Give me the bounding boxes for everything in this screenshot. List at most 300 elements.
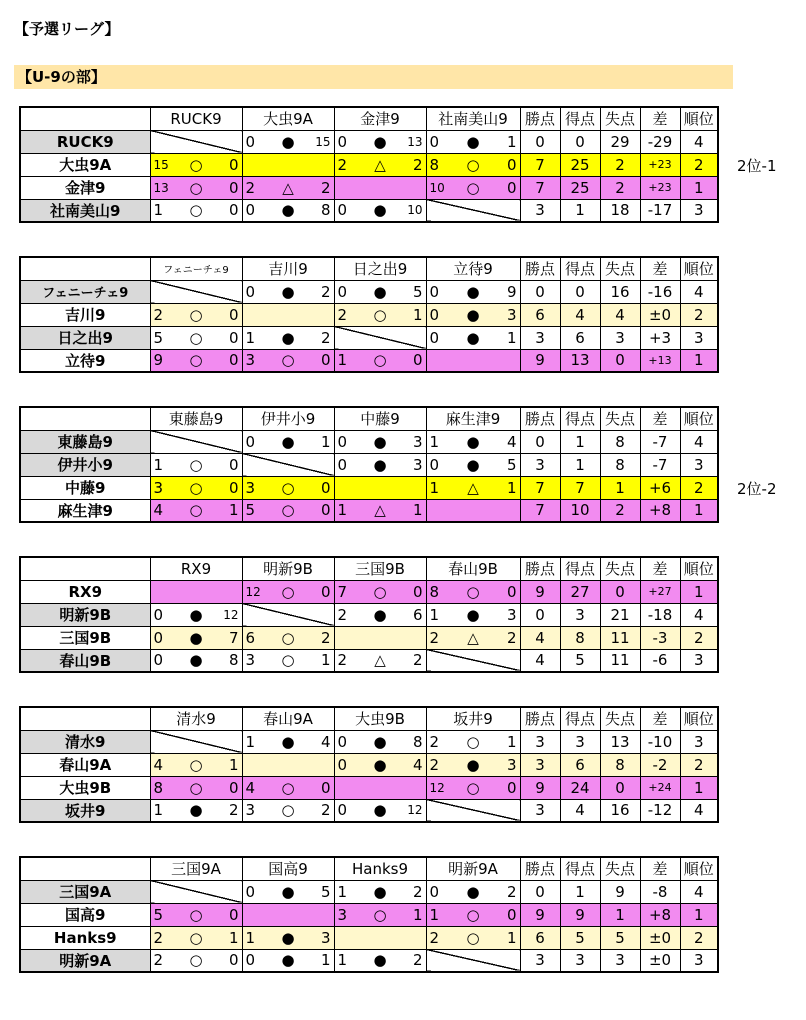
goals-for: 5 (245, 501, 256, 520)
goals-against: 2 (506, 628, 517, 647)
result-mark: ○ (189, 201, 203, 220)
header-rank: 順位 (680, 857, 718, 880)
self-match-cell (426, 949, 520, 972)
goals-for: 0 (429, 132, 440, 151)
column-team: 大虫9B (334, 707, 426, 730)
header-wins: 勝点 (520, 707, 560, 730)
result-mark: ● (466, 432, 480, 451)
rank: 4 (680, 430, 718, 453)
goals-for: 3 (245, 478, 256, 497)
group-b-table (19, 256, 719, 373)
column-team: フェニーチェ9 (150, 257, 242, 280)
group-name: A (20, 107, 150, 130)
table-row (20, 303, 718, 326)
table-row (20, 649, 718, 672)
team-name: フェニーチェ9 (20, 280, 150, 303)
column-team: 金津9 (334, 107, 426, 130)
self-match-cell (426, 349, 520, 372)
goals-against: 0 (228, 778, 239, 797)
goal-difference: -7 (640, 453, 680, 476)
goals-against: 5 (320, 882, 331, 901)
goals-against: 0 (506, 905, 517, 924)
match-result (150, 799, 242, 822)
goals-against: 1 (506, 732, 517, 751)
self-match-cell (334, 176, 426, 199)
column-team: 三国9A (150, 857, 242, 880)
team-name: 大虫9B (20, 776, 150, 799)
goals-against: 1 (412, 905, 423, 924)
match-result (334, 303, 426, 326)
rank: 2 (680, 753, 718, 776)
points: 0 (520, 603, 560, 626)
goals-against: 4 (320, 732, 331, 751)
match-result (334, 753, 426, 776)
header-wins: 勝点 (520, 407, 560, 430)
table-row (20, 430, 718, 453)
goal-difference: -17 (640, 199, 680, 222)
goals-against: 0 (320, 351, 331, 370)
match-result (242, 476, 334, 499)
points: 9 (520, 349, 560, 372)
result-mark: ● (281, 201, 295, 220)
goals-for: 8 (429, 155, 440, 174)
result-mark: ○ (189, 928, 203, 947)
header-ga: 失点 (600, 707, 640, 730)
rank: 1 (680, 176, 718, 199)
goals-against: 1 (412, 305, 423, 324)
match-result (242, 349, 334, 372)
goals-against: 3 (506, 605, 517, 624)
result-mark: ● (466, 305, 480, 324)
goals-against: 0 (228, 328, 239, 347)
goals-scored: 10 (560, 499, 600, 522)
goals-against: 2 (320, 628, 331, 647)
table-row (20, 753, 718, 776)
team-name: 中藤9 (20, 476, 150, 499)
goals-for: 12 (429, 780, 445, 795)
result-mark: ○ (189, 178, 203, 197)
goals-for: 12 (245, 584, 261, 599)
self-match-cell (334, 926, 426, 949)
result-mark: ● (281, 328, 295, 347)
match-result (150, 176, 242, 199)
match-result (242, 949, 334, 972)
result-mark: △ (282, 178, 294, 197)
goals-for: 9 (153, 351, 164, 370)
header-ga: 失点 (600, 857, 640, 880)
header-row (20, 257, 718, 280)
page-title: 【予選リーグ】 (14, 20, 120, 38)
goals-against: 0 (228, 478, 239, 497)
table-row (20, 476, 718, 499)
match-result (334, 280, 426, 303)
goals-against: 0 (228, 951, 239, 970)
match-result (426, 903, 520, 926)
match-result (150, 603, 242, 626)
result-mark: ○ (466, 928, 480, 947)
goal-difference: +3 (640, 326, 680, 349)
goals-conceded: 8 (600, 453, 640, 476)
header-ga: 失点 (600, 107, 640, 130)
column-team: 伊井小9 (242, 407, 334, 430)
match-result (242, 730, 334, 753)
goals-against: 8 (320, 201, 331, 220)
goals-for: 5 (153, 905, 164, 924)
header-rank: 順位 (680, 107, 718, 130)
match-result (242, 499, 334, 522)
match-result (334, 799, 426, 822)
goals-against: 7 (228, 628, 239, 647)
goals-against: 2 (320, 282, 331, 301)
goal-difference: -3 (640, 626, 680, 649)
goals-against: 3 (320, 928, 331, 947)
team-name: Hanks9 (20, 926, 150, 949)
goals-for: 2 (337, 155, 348, 174)
goals-for: 1 (153, 201, 164, 220)
goals-against: 1 (506, 928, 517, 947)
result-mark: ○ (373, 905, 387, 924)
match-result (334, 499, 426, 522)
result-mark: ○ (466, 778, 480, 797)
match-result (334, 580, 426, 603)
result-mark: ● (373, 732, 387, 751)
table-row (20, 949, 718, 972)
goals-for: 2 (153, 951, 164, 970)
points: 3 (520, 199, 560, 222)
table-row (20, 176, 718, 199)
table-row (20, 603, 718, 626)
team-name: RUCK9 (20, 130, 150, 153)
rank: 1 (680, 776, 718, 799)
rank: 2 (680, 153, 718, 176)
group-name: B (20, 257, 150, 280)
result-mark: ● (373, 951, 387, 970)
goals-conceded: 9 (600, 880, 640, 903)
goals-scored: 24 (560, 776, 600, 799)
match-result (150, 949, 242, 972)
goals-against: 3 (506, 755, 517, 774)
header-diff: 差 (640, 407, 680, 430)
result-mark: ○ (281, 351, 295, 370)
result-mark: ○ (281, 628, 295, 647)
result-mark: △ (374, 651, 386, 670)
header-gf: 得点 (560, 257, 600, 280)
goals-against: 12 (407, 803, 423, 818)
header-diff: 差 (640, 857, 680, 880)
team-name: 吉川9 (20, 303, 150, 326)
table-row (20, 153, 718, 176)
table-row (20, 349, 718, 372)
goals-against: 0 (412, 582, 423, 601)
self-match-cell (426, 499, 520, 522)
result-mark: ● (466, 882, 480, 901)
goals-conceded: 29 (600, 130, 640, 153)
result-mark: ○ (466, 178, 480, 197)
result-mark: ○ (189, 778, 203, 797)
result-mark: △ (467, 628, 479, 647)
match-result (426, 580, 520, 603)
match-result (242, 626, 334, 649)
match-result (150, 649, 242, 672)
match-result (334, 130, 426, 153)
result-mark: ○ (466, 582, 480, 601)
points: 6 (520, 926, 560, 949)
header-gf: 得点 (560, 707, 600, 730)
goals-against: 1 (228, 501, 239, 520)
goal-difference: -12 (640, 799, 680, 822)
goals-for: 7 (337, 582, 348, 601)
goals-for: 3 (153, 478, 164, 497)
goals-against: 0 (506, 582, 517, 601)
team-name: 伊井小9 (20, 453, 150, 476)
table-row (20, 280, 718, 303)
result-mark: ● (189, 605, 203, 624)
result-mark: ● (281, 882, 295, 901)
goals-conceded: 0 (600, 349, 640, 372)
goals-for: 0 (245, 201, 256, 220)
goals-for: 15 (153, 157, 169, 172)
goals-for: 2 (429, 732, 440, 751)
result-mark: ○ (281, 501, 295, 520)
match-result (426, 730, 520, 753)
table-row (20, 626, 718, 649)
team-name: 日之出9 (20, 326, 150, 349)
goals-for: 1 (337, 501, 348, 520)
goals-scored: 3 (560, 949, 600, 972)
result-mark: ● (373, 201, 387, 220)
column-team: RX9 (150, 557, 242, 580)
goals-against: 0 (228, 455, 239, 474)
goals-scored: 25 (560, 153, 600, 176)
result-mark: ○ (281, 778, 295, 797)
self-match-cell (150, 430, 242, 453)
goals-against: 0 (228, 905, 239, 924)
match-result (150, 326, 242, 349)
goals-for: 0 (429, 305, 440, 324)
column-team: 社南美山9 (426, 107, 520, 130)
header-diff: 差 (640, 707, 680, 730)
result-mark: △ (467, 478, 479, 497)
goals-for: 0 (245, 951, 256, 970)
goals-conceded: 1 (600, 476, 640, 499)
result-mark: ● (373, 755, 387, 774)
goal-difference: +23 (640, 153, 680, 176)
points: 4 (520, 649, 560, 672)
points: 9 (520, 580, 560, 603)
match-result (426, 626, 520, 649)
goals-scored: 1 (560, 430, 600, 453)
goals-scored: 9 (560, 903, 600, 926)
match-result (242, 649, 334, 672)
result-mark: ● (373, 132, 387, 151)
goals-scored: 4 (560, 303, 600, 326)
goal-difference: -2 (640, 753, 680, 776)
goals-for: 4 (153, 755, 164, 774)
goals-for: 2 (153, 305, 164, 324)
team-name: 金津9 (20, 176, 150, 199)
goal-difference: -10 (640, 730, 680, 753)
team-name: 大虫9A (20, 153, 150, 176)
goals-for: 5 (153, 328, 164, 347)
match-result (334, 453, 426, 476)
goals-for: 0 (429, 328, 440, 347)
goals-against: 0 (320, 778, 331, 797)
result-mark: ○ (189, 501, 203, 520)
column-team: 中藤9 (334, 407, 426, 430)
team-name: 東藤島9 (20, 430, 150, 453)
goal-difference: -8 (640, 880, 680, 903)
team-name: 明新9B (20, 603, 150, 626)
goals-scored: 27 (560, 580, 600, 603)
match-result (426, 880, 520, 903)
result-mark: ● (281, 732, 295, 751)
result-mark: ○ (466, 155, 480, 174)
goals-for: 3 (245, 801, 256, 820)
goals-against: 0 (506, 155, 517, 174)
points: 3 (520, 453, 560, 476)
goals-conceded: 11 (600, 626, 640, 649)
points: 3 (520, 753, 560, 776)
self-match-cell (334, 326, 426, 349)
team-name: 春山9A (20, 753, 150, 776)
goal-difference: -29 (640, 130, 680, 153)
header-wins: 勝点 (520, 857, 560, 880)
result-mark: ○ (189, 351, 203, 370)
header-gf: 得点 (560, 857, 600, 880)
result-mark: ● (373, 801, 387, 820)
result-mark: ● (189, 628, 203, 647)
goals-for: 3 (245, 651, 256, 670)
result-mark: △ (374, 501, 386, 520)
header-ga: 失点 (600, 257, 640, 280)
goal-difference: -7 (640, 430, 680, 453)
rank: 1 (680, 903, 718, 926)
match-result (426, 326, 520, 349)
goals-against: 0 (228, 155, 239, 174)
goals-against: 1 (412, 501, 423, 520)
goals-against: 0 (228, 305, 239, 324)
match-result (242, 926, 334, 949)
header-rank: 順位 (680, 407, 718, 430)
goals-against: 0 (506, 778, 517, 797)
team-name: 三国9A (20, 880, 150, 903)
points: 7 (520, 476, 560, 499)
group-e-table (19, 706, 719, 823)
result-mark: ● (281, 432, 295, 451)
match-result (426, 303, 520, 326)
goals-against: 4 (506, 432, 517, 451)
header-row (20, 557, 718, 580)
goals-against: 13 (407, 134, 423, 149)
goals-scored: 6 (560, 326, 600, 349)
match-result (242, 199, 334, 222)
team-name: 明新9A (20, 949, 150, 972)
goals-against: 1 (506, 132, 517, 151)
rank: 2 (680, 926, 718, 949)
column-team: 立待9 (426, 257, 520, 280)
goals-for: 2 (429, 628, 440, 647)
goals-against: 9 (506, 282, 517, 301)
table-row (20, 730, 718, 753)
table-row (20, 130, 718, 153)
goals-scored: 1 (560, 880, 600, 903)
goals-conceded: 1 (600, 903, 640, 926)
goals-against: 0 (228, 201, 239, 220)
goals-against: 1 (320, 651, 331, 670)
self-match-cell (242, 303, 334, 326)
goals-for: 0 (245, 432, 256, 451)
header-ga: 失点 (600, 557, 640, 580)
self-match-cell (334, 776, 426, 799)
goals-conceded: 2 (600, 176, 640, 199)
result-mark: ● (466, 755, 480, 774)
rank: 2 (680, 626, 718, 649)
goals-against: 8 (412, 732, 423, 751)
points: 3 (520, 730, 560, 753)
result-mark: ● (373, 605, 387, 624)
goals-for: 0 (337, 201, 348, 220)
header-diff: 差 (640, 107, 680, 130)
goal-difference: +27 (640, 580, 680, 603)
goals-for: 4 (153, 501, 164, 520)
column-team: 大虫9A (242, 107, 334, 130)
header-wins: 勝点 (520, 107, 560, 130)
goals-against: 0 (228, 178, 239, 197)
column-team: RUCK9 (150, 107, 242, 130)
result-mark: ○ (281, 651, 295, 670)
goals-conceded: 13 (600, 730, 640, 753)
points: 9 (520, 776, 560, 799)
goals-for: 1 (337, 951, 348, 970)
result-mark: ○ (189, 755, 203, 774)
result-mark: ○ (189, 155, 203, 174)
goals-for: 2 (429, 755, 440, 774)
header-wins: 勝点 (520, 257, 560, 280)
column-team: 明新9A (426, 857, 520, 880)
match-result (242, 776, 334, 799)
match-result (334, 730, 426, 753)
match-result (150, 349, 242, 372)
match-result (150, 476, 242, 499)
points: 3 (520, 326, 560, 349)
goals-for: 1 (245, 928, 256, 947)
result-mark: ● (466, 328, 480, 347)
goals-for: 0 (337, 732, 348, 751)
self-match-cell (242, 903, 334, 926)
goals-conceded: 8 (600, 430, 640, 453)
result-mark: ○ (373, 305, 387, 324)
goals-for: 0 (153, 651, 164, 670)
match-result (150, 926, 242, 949)
goals-against: 1 (506, 328, 517, 347)
points: 4 (520, 626, 560, 649)
goals-against: 2 (412, 951, 423, 970)
goals-conceded: 21 (600, 603, 640, 626)
column-team: Hanks9 (334, 857, 426, 880)
goals-for: 2 (245, 178, 256, 197)
table-row (20, 799, 718, 822)
goals-for: 0 (429, 282, 440, 301)
goals-against: 0 (506, 178, 517, 197)
result-mark: ○ (281, 801, 295, 820)
goal-difference: +13 (640, 349, 680, 372)
result-mark: ● (466, 282, 480, 301)
goals-against: 1 (320, 951, 331, 970)
qualifier-note: 2位-1 (737, 157, 777, 175)
goals-against: 1 (506, 478, 517, 497)
goals-conceded: 8 (600, 753, 640, 776)
table-row (20, 326, 718, 349)
